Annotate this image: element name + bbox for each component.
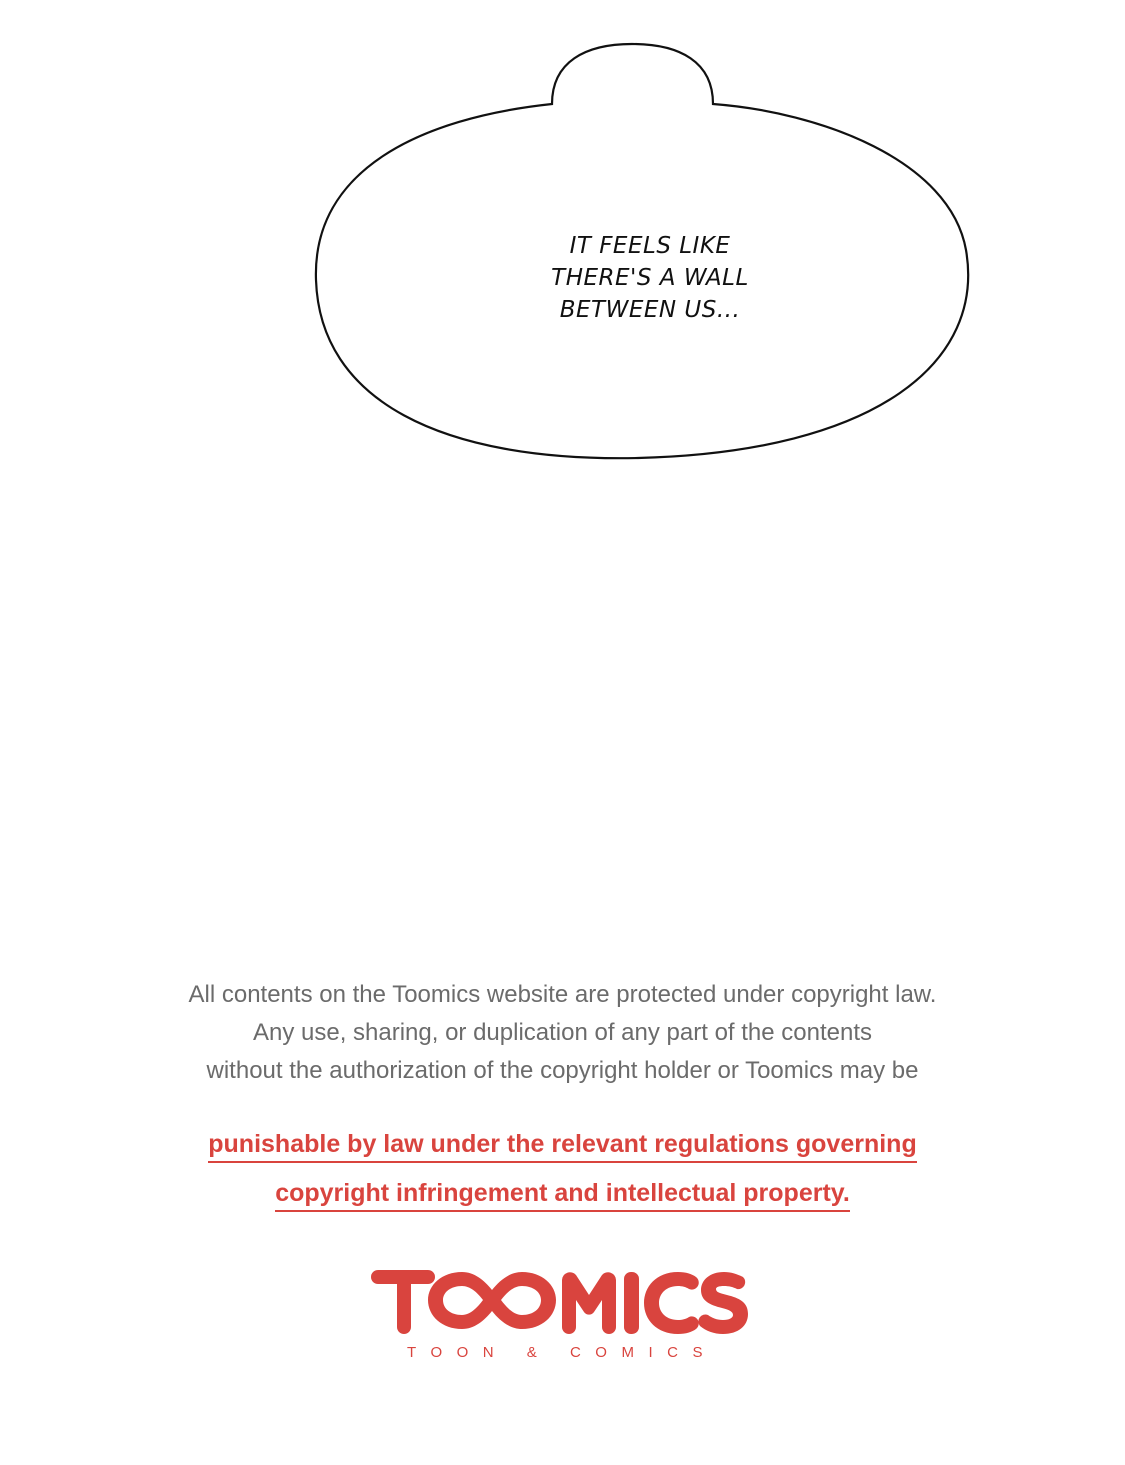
speech-bubble-text: [490, 230, 810, 326]
bubble-line: THERE'S A WALL: [551, 265, 749, 291]
copyright-notice: [0, 976, 1125, 1090]
warning-line: copyright infringement and intellectual property.: [275, 1176, 850, 1212]
bubble-line: BETWEEN US...: [559, 297, 741, 323]
toomics-logo: [360, 1258, 765, 1368]
warning-line: punishable by law under the relevant regulations governing: [208, 1127, 916, 1163]
notice-line: Any use, sharing, or duplication of any part of the contents: [252, 1019, 873, 1046]
bubble-line: IT FEELS LIKE: [569, 233, 731, 259]
notice-line: without the authorization of the copyright holder or Toomics may be: [206, 1057, 919, 1084]
notice-line: All contents on the Toomics website are protected under copyright law.: [188, 981, 937, 1008]
toomics-logo-mark: [360, 1258, 765, 1368]
logo-tagline: TOON & COMICS: [407, 1344, 717, 1361]
copyright-warning: [0, 1122, 1125, 1220]
